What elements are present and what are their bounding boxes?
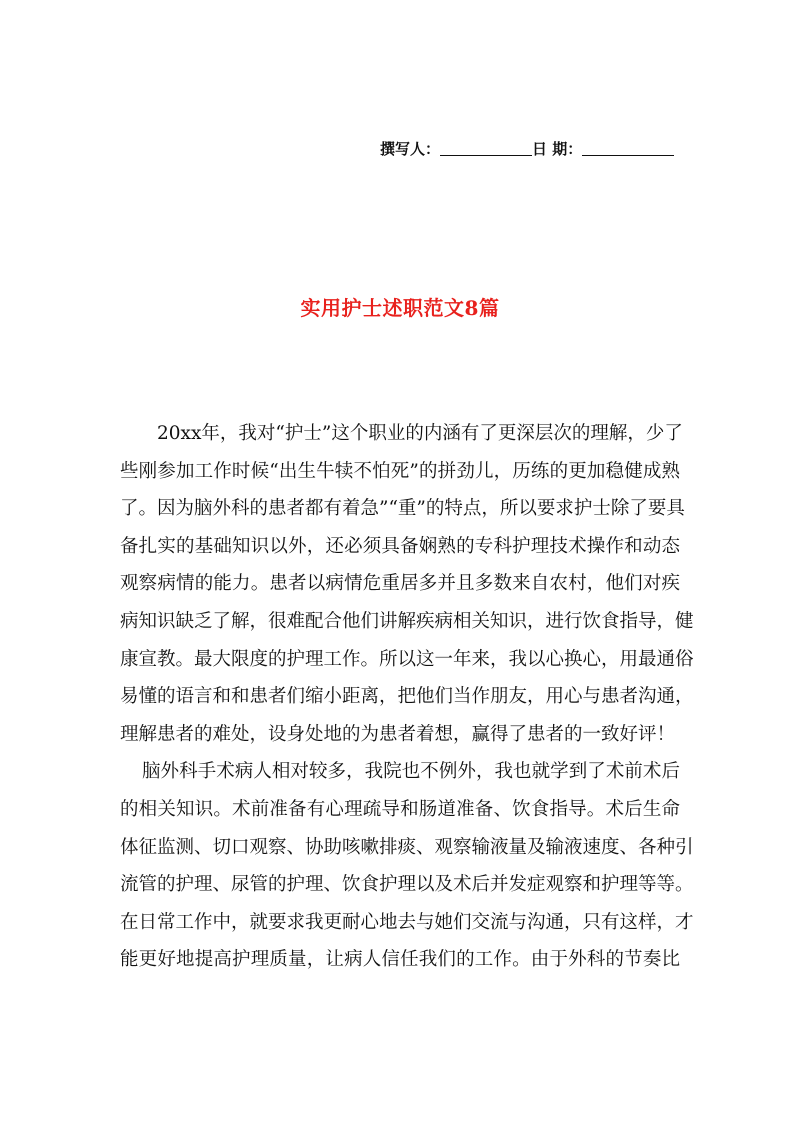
text-line: 备扎实的基础知识以外，还必须具备娴熟的专科护理技术操作和动态 <box>120 535 680 557</box>
date-blank-field[interactable] <box>582 141 674 156</box>
document-body <box>120 415 694 979</box>
paragraph <box>120 753 694 979</box>
text-line: 易懂的语言和和患者们缩小距离，把他们当作朋友，用心与患者沟通， <box>120 686 694 708</box>
text-line: 些刚参加工作时候“出生牛犊不怕死”的拼劲儿，历练的更加稳健成熟 <box>120 460 680 482</box>
text-line: 理解患者的难处，设身处地的为患者着想，赢得了患者的一致好评！ <box>120 723 676 745</box>
text-line: 在日常工作中，就要求我更耐心地去与她们交流与沟通，只有这样，才 <box>120 911 694 933</box>
text-line: 体征监测、切口观察、协助咳嗽排痰、观察输液量及输液速度、各种引 <box>120 836 694 858</box>
text-line: 了。因为脑外科的患者都有着急”“重”的特点，所以要求护士除了要具 <box>120 498 685 520</box>
text-line: 的相关知识。术前准备有心理疏导和肠道准备、饮食指导。术后生命 <box>120 798 680 820</box>
text-line: 病知识缺乏了解，很难配合他们讲解疾病相关知识，进行饮食指导，健 <box>120 610 694 632</box>
author-date-line <box>380 139 674 159</box>
text-line: 脑外科手术病人相对较多，我院也不例外，我也就学到了术前术后 <box>142 761 680 783</box>
text-line: 能更好地提高护理质量，让病人信任我们的工作。由于外科的节奏比 <box>120 949 680 971</box>
paragraph <box>120 415 694 753</box>
author-blank-field[interactable] <box>440 141 532 156</box>
document-title: 实用护士述职范文8篇 <box>300 296 500 320</box>
date-label: 日 期： <box>532 140 583 158</box>
text-line: 康宣教。最大限度的护理工作。所以这一年来，我以心换心，用最通俗 <box>120 648 694 670</box>
text-line: 20xx年，我对“护士”这个职业的内涵有了更深层次的理解，少了 <box>157 423 683 444</box>
text-line: 流管的护理、尿管的护理、饮食护理以及术后并发症观察和护理等等。 <box>120 874 694 896</box>
author-label: 撰写人： <box>380 140 441 158</box>
text-line: 观察病情的能力。患者以病情危重居多并且多数来自农村，他们对疾 <box>120 573 680 595</box>
